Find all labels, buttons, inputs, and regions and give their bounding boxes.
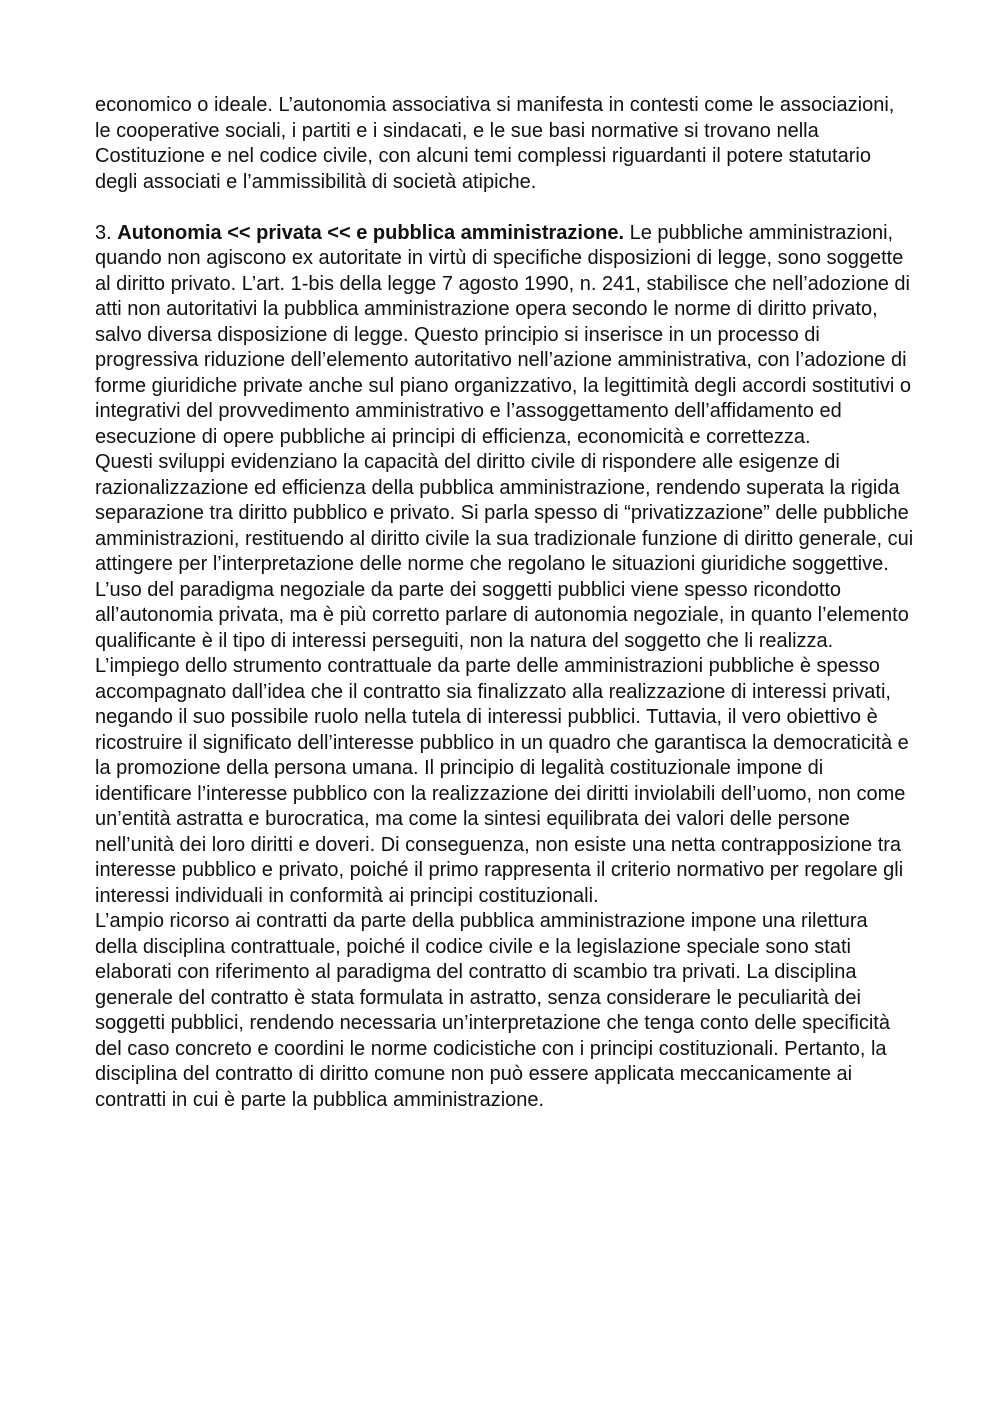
paragraph-public-interest: L’impiego dello strumento contrattuale da parte delle amministrazioni pubbliche è spesso accompagnato dall’idea che il contratto sia finalizzato alla realizzazione di interessi privati, negando il suo possibile ruolo nella tutela di interessi pubblici. Tuttavia, il vero obiettivo è ricostruire il significato dell’interesse pubblico in un quadro che garantisca la democraticità e la promozione della persona umana. Il principio di legalità costituzionale impone di identificare l’interesse pubblico con la realizzazione dei diritti inviolabili dell’uomo, non come un’entità astratta e burocratica, ma come la sintesi equilibrata dei valori delle persone nell’unità dei loro diritti e doveri. Di conseguenza, non esiste una netta contrapposizione tra interesse pubblico e privato, poiché il primo rappresenta il criterio normativo per regolare gli interessi individuali in conformità ai principi costituzionali. xyxy=(95,655,909,907)
document-page xyxy=(95,93,915,1113)
section-heading: Autonomia << privata << e pubblica amministrazione. xyxy=(117,221,625,244)
section-3-paragraph xyxy=(95,221,915,451)
paragraph-contract-discipline: L’ampio ricorso ai contratti da parte della pubblica amministrazione impone una rilettura della disciplina contrattuale, poiché il codice civile e la legislazione speciale sono stati elaborati con riferimento al paradigma del contratto di scambio tra privati. La disciplina generale del contratto è stata formulata in astratto, senza considerare le peculiarità dei soggetti pubblici, rendendo necessaria un’interpretazione che tenga conto delle specificità del caso concreto e coordini le norme codicistiche con i principi costituzionali. Pertanto, la disciplina del contratto di diritto comune non può essere applicata meccanicamente ai contratti in cui è parte la pubblica amministrazione. xyxy=(95,910,890,1111)
section-3-text: Le pubbliche amministrazioni, quando non agiscono ex autoritate in virtù di specifiche disposizioni di legge, sono soggette al diritto privato. L’art. 1-bis della legge 7 agosto 1990, n. 241, stabilisce che nell’adozione di atti non autoritativi la pubblica amministrazione opera secondo le norme di diritto privato, salvo diversa disposizione di legge. Questo principio si inserisce in un processo di progressiva riduzione dell’elemento autoritativo nell’azione amministrativa, con l’adozione di forme giuridiche private anche sul piano organizzativo, la legittimità degli accordi sostitutivi o integrativi del provvedimento amministrativo e l’assoggettamento dell’affidamento ed esecuzione di opere pubbliche ai principi di efficienza, economicità e correttezza. xyxy=(95,221,911,448)
paragraph-civil-law-developments: Questi sviluppi evidenziano la capacità del diritto civile di rispondere alle esigenze di razionalizzazione ed efficienza della pubblica amministrazione, rendendo superata la rigida separazione tra diritto pubblico e privato. Si parla spesso di “privatizzazione” delle pubbliche amministrazioni, restituendo al diritto civile la sua tradizionale funzione di diritto generale, cui attingere per l’interpretazione delle norme che regolano le situazioni giuridiche soggettive. L’uso del paradigma negoziale da parte dei soggetti pubblici viene spesso ricondotto all’autonomia privata, ma è più corretto parlare di autonomia negoziale, in quanto l’elemento qualificante è il tipo di interessi perseguiti, non la natura del soggetto che li realizza. xyxy=(95,451,914,652)
section-number: 3. xyxy=(95,221,112,244)
paragraph-associative-autonomy: economico o ideale. L’autonomia associativa si manifesta in contesti come le associazioni, le cooperative sociali, i partiti e i sindacati, e le sue basi normative si trovano nella Costituzione e nel codice civile, con alcuni temi complessi riguardanti il potere statutario degli associati e l’ammissibilità di società atipiche. xyxy=(95,94,895,193)
paragraph-spacer xyxy=(95,195,915,221)
